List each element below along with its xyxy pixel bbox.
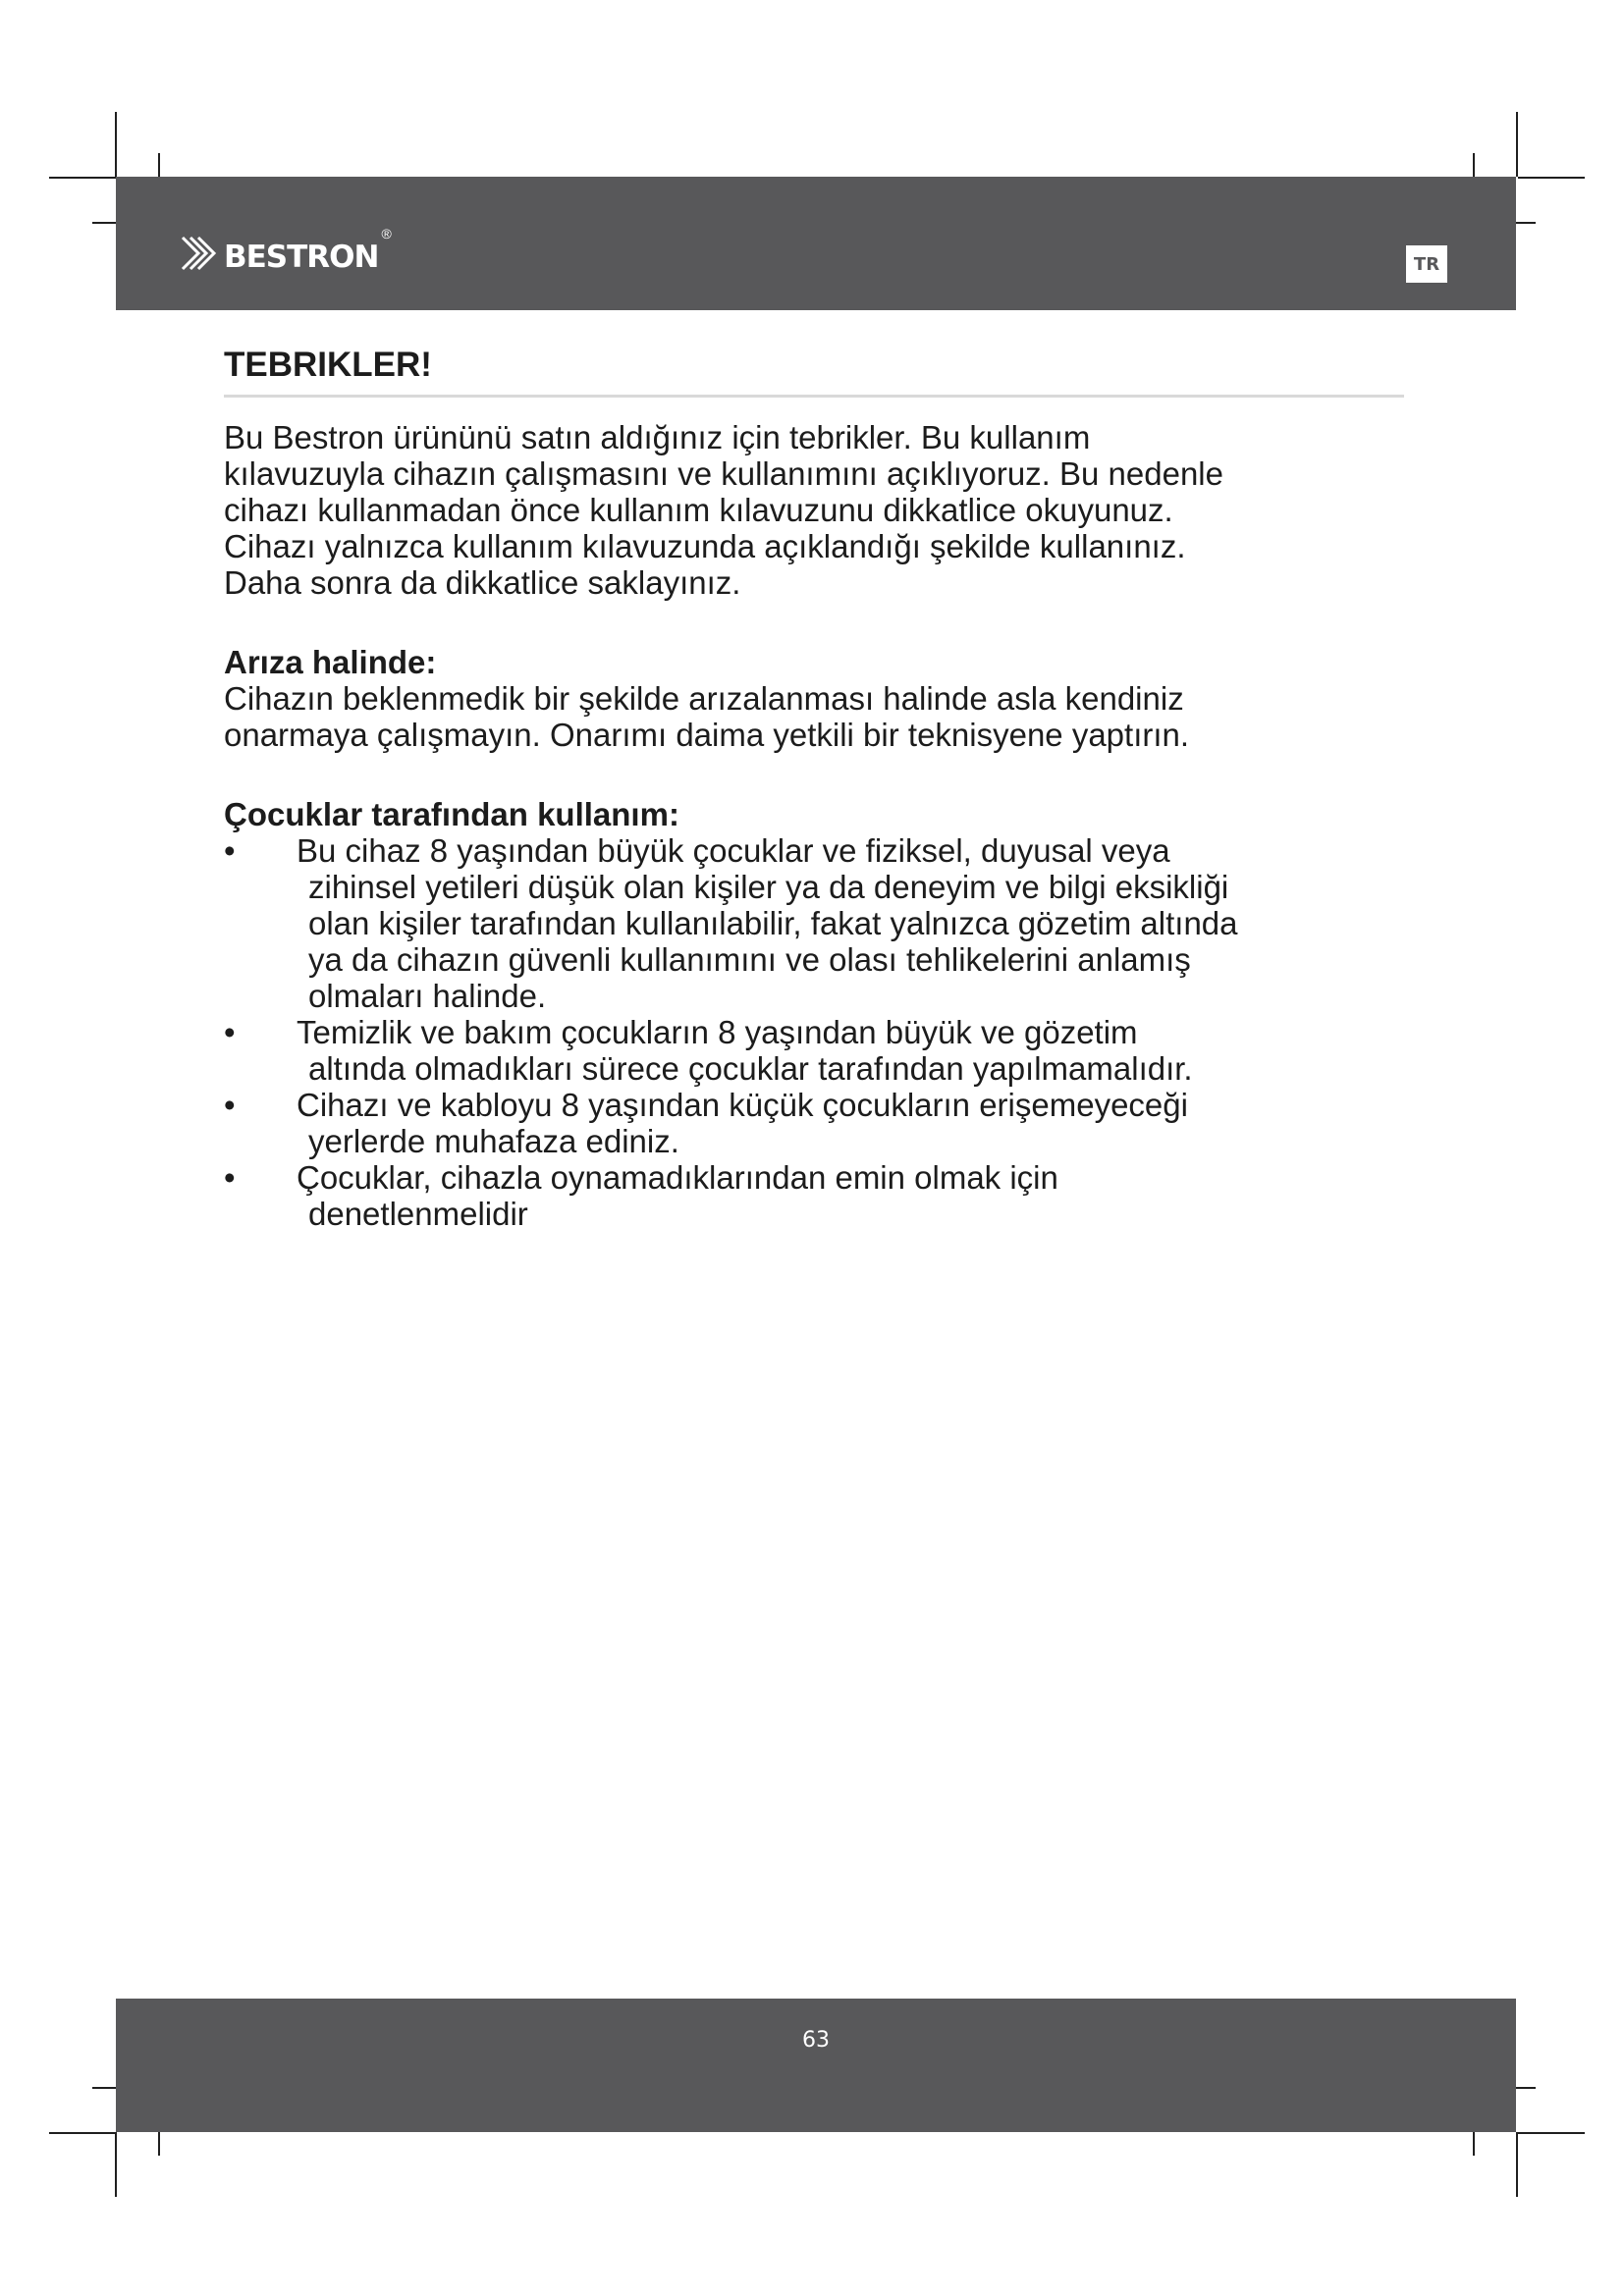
title-divider [224, 395, 1404, 398]
crop-mark [1518, 177, 1585, 179]
list-item [224, 832, 1402, 1014]
bullet-icon: • [224, 1014, 236, 1050]
text-line: Cihazın beklenmedik bir şekilde arızalanması halinde asla kendiniz [224, 680, 1184, 717]
crop-mark [1516, 112, 1518, 177]
text-line: Cihazı yalnızca kullanım kılavuzunda açıklandığı şekilde kullanınız. [224, 528, 1186, 564]
crop-mark [1518, 2132, 1585, 2134]
footer-bar [116, 1999, 1516, 2132]
crop-mark [49, 177, 116, 179]
text-line: Bu cihaz 8 yaşından büyük çocuklar ve fiziksel, duyusal veya [297, 832, 1170, 869]
intro-paragraph [224, 419, 1402, 601]
header-bar [116, 177, 1516, 310]
text-line: kılavuzuyla cihazın çalışmasını ve kullanımını açıklıyoruz. Bu nedenle [224, 455, 1223, 492]
page-content [224, 344, 1402, 1232]
brand-logo [179, 226, 392, 278]
list-item [224, 1014, 1402, 1087]
list-item [224, 1159, 1402, 1232]
text-line: Daha sonra da dikkatlice saklayınız. [224, 564, 741, 601]
text-line: Çocuklar, cihazla oynamadıklarından emin olmak için [297, 1159, 1058, 1196]
crop-mark [115, 112, 117, 177]
text-line: denetlenmelidir [308, 1196, 528, 1232]
brand-name: bestron [224, 228, 379, 278]
malfunction-heading: Arıza halinde: [224, 644, 437, 680]
text-line: olmaları halinde. [308, 978, 547, 1014]
children-list [224, 832, 1402, 1232]
language-badge: TR [1406, 245, 1447, 283]
text-line: cihazı kullanmadan önce kullanım kılavuzunu dikkatlice okuyunuz. [224, 492, 1173, 528]
chevrons-logo-icon [179, 232, 218, 275]
text-line: Temizlik ve bakım çocukların 8 yaşından büyük ve gözetim [297, 1014, 1138, 1050]
text-line: Cihazı ve kabloyu 8 yaşından küçük çocukların erişemeyeceği [297, 1087, 1188, 1123]
text-line: olan kişiler tarafından kullanılabilir, fakat yalnızca gözetim altında [308, 905, 1238, 941]
text-line: Bu Bestron ürününü satın aldığınız için tebrikler. Bu kullanım [224, 419, 1091, 455]
page-number: 63 [802, 2028, 830, 2053]
page-title: TEBRIKLER! [224, 346, 432, 384]
text-line: onarmaya çalışmayın. Onarımı daima yetkili bir teknisyene yaptırın. [224, 717, 1190, 753]
list-item [224, 1087, 1402, 1159]
bullet-icon: • [224, 832, 236, 869]
text-line: yerlerde muhafaza ediniz. [308, 1123, 679, 1159]
bullet-icon: • [224, 1087, 236, 1123]
text-line: ya da cihazın güvenli kullanımını ve olası tehlikelerini anlamış [308, 941, 1191, 978]
children-heading: Çocuklar tarafından kullanım: [224, 796, 679, 832]
crop-mark [115, 2132, 117, 2197]
registered-mark: ® [381, 226, 392, 241]
crop-mark [1516, 2132, 1518, 2197]
bullet-icon: • [224, 1159, 236, 1196]
text-line: zihinsel yetileri düşük olan kişiler ya da deneyim ve bilgi eksikliği [308, 869, 1229, 905]
malfunction-paragraph [224, 680, 1402, 753]
text-line: altında olmadıkları sürece çocuklar tarafından yapılmamalıdır. [308, 1050, 1193, 1087]
crop-mark [49, 2132, 116, 2134]
